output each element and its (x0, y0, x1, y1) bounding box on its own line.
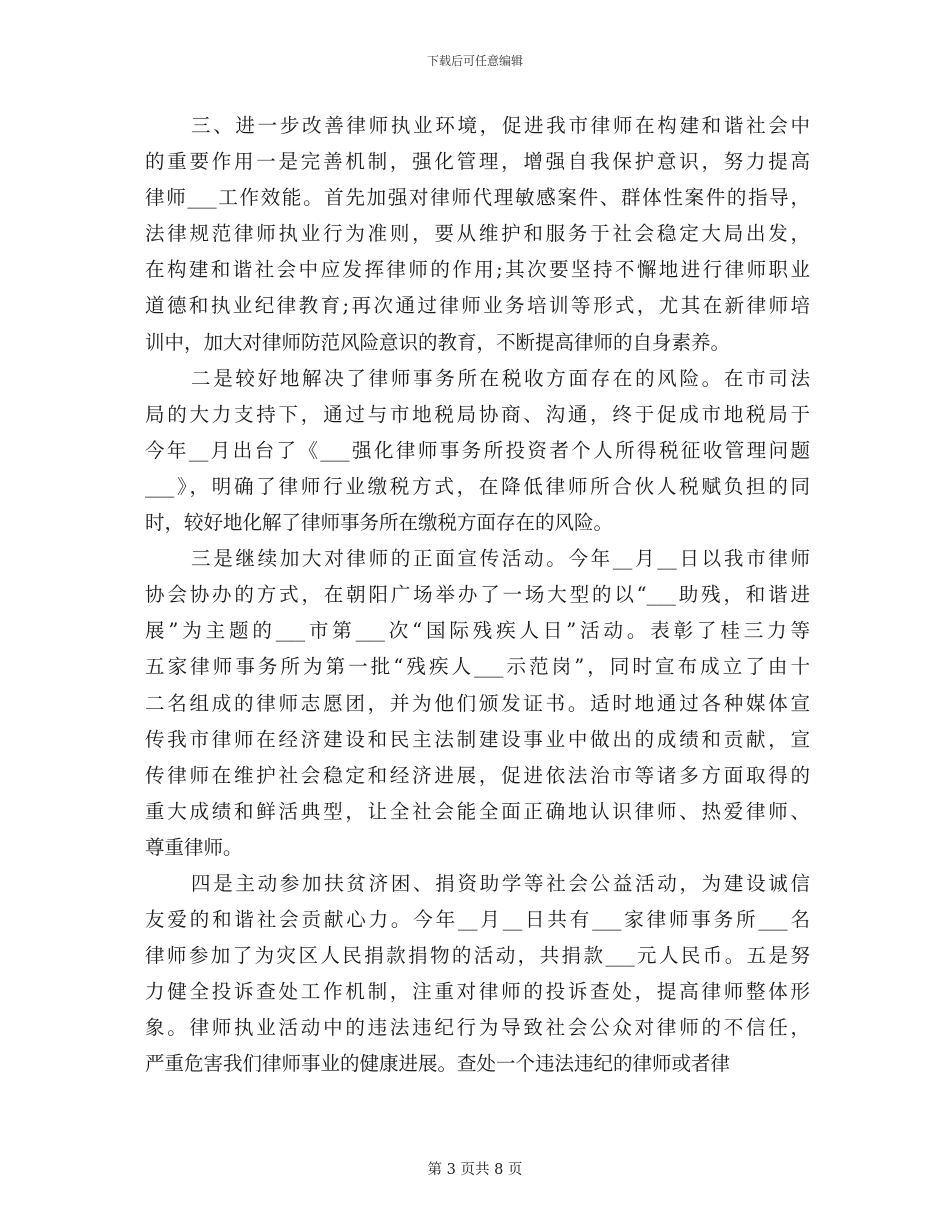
text-line: 律师参加了为灾区人民捐款捐物的活动，共捐款___元人民币。五是努 (145, 944, 810, 968)
text-line: 象。律师执业活动中的违法违纪行为导致社会公众对律师的不信任， (145, 1016, 810, 1040)
text-line: 在构建和谐社会中应发挥律师的作用;其次要坚持不懈地进行律师职业 (145, 258, 810, 282)
text-line: 二是较好地解决了律师事务所在税收方面存在的风险。在市司法 (191, 366, 810, 390)
text-line: 尊重律师。 (145, 835, 243, 859)
text-line: 力健全投诉查处工作机制，注重对律师的投诉查处，提高律师整体形 (145, 980, 810, 1004)
text-line: 局的大力支持下，通过与市地税局协商、沟通，终于促成市地税局于 (145, 402, 810, 426)
text-line: 法律规范律师执业行为准则，要从维护和服务于社会稳定大局出发， (145, 222, 810, 246)
text-line: 今年__月出台了《___强化律师事务所投资者个人所得税征收管理问题 (145, 438, 810, 462)
text-line: 训中，加大对律师防范风险意识的教育，不断提高律师的自身素养。 (145, 330, 731, 354)
text-line: ___》，明确了律师行业缴税方式，在降低律师所合伙人税赋负担的同 (145, 474, 810, 498)
text-line: 律师___工作效能。首先加强对律师代理敏感案件、群体性案件的指导， (145, 186, 810, 210)
paragraph (145, 541, 810, 866)
text-line: 传我市律师在经济建设和民主法制建设事业中做出的成绩和贡献，宣 (145, 727, 810, 751)
paragraph (145, 361, 810, 541)
text-line: 二名组成的律师志愿团，并为他们颁发证书。适时地通过各种媒体宣 (145, 691, 810, 715)
text-line: 四是主动参加扶贫济困、捐资助学等社会公益活动，为建设诚信 (191, 871, 810, 895)
text-line: 道德和执业纪律教育;再次通过律师业务培训等形式，尤其在新律师培 (145, 294, 810, 318)
text-line: 的重要作用一是完善机制，强化管理，增强自我保护意识，努力提高 (145, 150, 810, 174)
paragraph (145, 108, 810, 361)
text-line: 严重危害我们律师事业的健康进展。查处一个违法违纪的律师或者律 (145, 1052, 731, 1076)
document-body (145, 108, 810, 1083)
text-line: 友爱的和谐社会贡献心力。今年__月__日共有___家律师事务所___名 (145, 908, 810, 932)
text-line: 三是继续加大对律师的正面宣传活动。今年__月__日以我市律师 (191, 547, 810, 571)
text-line: 传律师在维护社会稳定和经济进展，促进依法治市等诸多方面取得的 (145, 763, 810, 787)
text-line: 时，较好地化解了律师事务所在缴税方面存在的风险。 (145, 511, 614, 535)
page-header: 下载后可任意编辑 (426, 54, 523, 68)
text-line: 五家律师事务所为第一批“残疾人___示范岗”，同时宣布成立了由十 (145, 655, 810, 679)
page-number: 第 3 页共 8 页 (427, 1162, 523, 1178)
text-line: 协会协办的方式，在朝阳广场举办了一场大型的以“___助残，和谐进 (145, 583, 810, 607)
text-line: 三、进一步改善律师执业环境，促进我市律师在构建和谐社会中 (191, 114, 810, 137)
paragraph (145, 866, 810, 1083)
text-line: 重大成绩和鲜活典型，让全社会能全面正确地认识律师、热爱律师、 (145, 799, 810, 823)
text-line: 展”为主题的___市第___次“国际残疾人日”活动。表彰了桂三力等 (145, 619, 810, 643)
